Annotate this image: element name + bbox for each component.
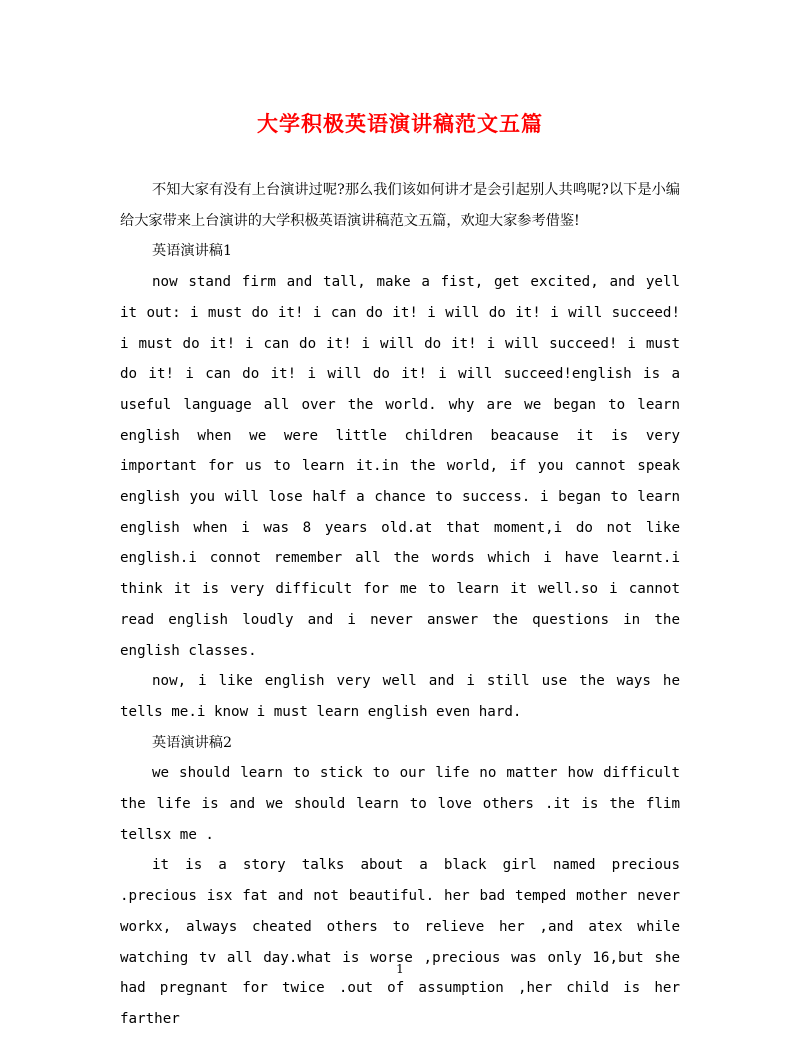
section-heading-1: 英语演讲稿1 <box>152 243 232 260</box>
document-title: 大学积极英语演讲稿范文五篇 <box>257 111 543 136</box>
document-body <box>120 175 680 1035</box>
speech-2-paragraph-2: it is a story talks about a black girl named precious .precious isx fat and not beautiful. her bad temped mother never workx, always cheated others to relieve her ,and atex while watching tv all day.what is worse ,precious was only 16,but she had pregnant for twice .out of assumption ,her child is her farther <box>120 857 680 1027</box>
section-heading-2: 英语演讲稿2 <box>152 734 232 751</box>
page-number: 1 <box>396 962 404 976</box>
speech-1-paragraph-2: now, i like english very well and i still use the ways he tells me.i know i must learn english even hard. <box>120 673 680 720</box>
speech-1-paragraph-1: now stand firm and tall, make a fist, get excited, and yell it out: i must do it! i can do it! i will do it! i will succeed! i must do it! i can do it! i will do it! i will succeed! i must do it! i can do it! i will do it! i will succeed!english is a useful language all over the world. why are we began to learn english when we were little children beacause it is very important for us to learn it.in the world, if you cannot speak english you will lose half a chance to success. i began to learn english when i was 8 years old.at that moment,i do not like english.i connot remember all the words which i have learnt.i think it is very difficult for me to learn it well.so i cannot read english loudly and i never answer the questions in the english classes. <box>120 274 680 659</box>
intro-paragraph: 不知大家有没有上台演讲过呢?那么我们该如何讲才是会引起别人共鸣呢?以下是小编给大家带来上台演讲的大学积极英语演讲稿范文五篇，欢迎大家参考借鉴! <box>120 182 680 229</box>
speech-2-paragraph-1: we should learn to stick to our life no matter how difficult the life is and we should learn to love others .it is the flim tellsx me . <box>120 765 680 843</box>
